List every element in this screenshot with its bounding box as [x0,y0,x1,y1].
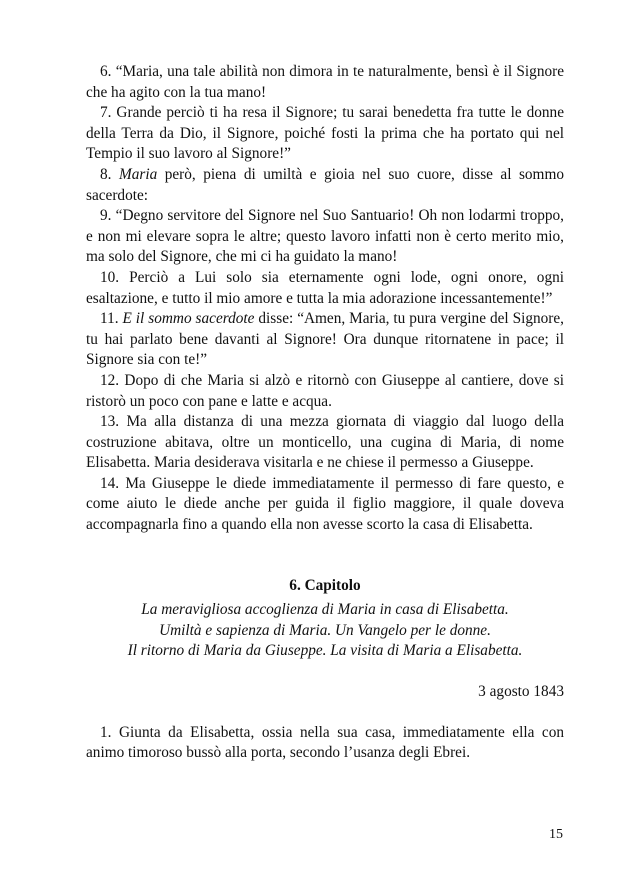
verse-8-text: però, piena di umiltà e gioia nel suo cuore, disse al sommo sacerdote: [86,165,565,204]
verse-11-number: 11. [100,310,123,328]
chapter-date: 3 agosto 1843 [478,683,564,701]
chapter-subtitle-line-3: Il ritorno di Maria da Giuseppe. La visita di Maria a Elisabetta. [127,642,523,660]
verse-11-text: disse: “Amen, Maria, tu pura vergine del Signore, tu hai parlato bene davanti al Signore! Ora dunque ritornatene in pace; il Signore sia con te!” [86,310,564,369]
verse-8-number: 8. [100,165,119,183]
chapter-subtitle-line-2: Umiltà e sapienza di Maria. Un Vangelo per le donne. [159,621,491,639]
verse-13: 13. Ma alla distanza di una mezza giornata di viaggio dal luogo della costruzione abitava, oltre un monticello, una cugina di Maria, di nome Elisabetta. Maria desiderava visitarla e ne chiese il permesso a Giuseppe. [86,413,564,472]
verse-14: 14. Ma Giuseppe le diede immediatamente il permesso di fare questo, e come aiuto le diede anche per guida il figlio maggiore, il quale doveva accompagnarla fino a quando ella non avesse scorto la casa di Elisabetta. [86,474,564,534]
page-number: 15 [549,827,563,842]
verse-10: 10. Perciò a Lui solo sia eternamente ogni lode, ogni onore, ogni esaltazione, e tutto il mio amore e tutta la mia adorazione incessantemente!” [86,268,564,307]
verse-8-italic: Maria [118,165,158,183]
verse-11-italic: E il sommo sacerdote [122,310,255,328]
verse-9: 9. “Degno servitore del Signore nel Suo Santuario! Oh non lodarmi troppo, e non mi elevare sopra le altre; questo lavoro infatti non è certo merito mio, ma solo del Signore, che mi ci ha guidato la mano! [86,207,564,266]
chapter-subtitle-line-1: La meravigliosa accoglienza di Maria in casa di Elisabetta. [141,601,509,619]
verse-6: 6. “Maria, una tale abilità non dimora in te naturalmente, bensì è il Signore che ha agito con la tua mano! [86,63,564,101]
verse-7: 7. Grande perciò ti ha resa il Signore; tu sarai benedetta fra tutte le donne della Terra da Dio, il Signore, poiché fosti la prima che ha portato qui nel Tempio il suo lavoro al Signore!” [86,104,564,163]
verse-8 [86,165,564,206]
verse-1: 1. Giunta da Elisabetta, ossia nella sua casa, immediatamente ella con animo timoroso bussò alla porta, secondo l’usanza degli Ebrei. [86,723,564,762]
verse-11 [86,309,564,371]
page-body [86,62,564,764]
chapter-title: 6. Capitolo [289,576,361,594]
verse-12: 12. Dopo di che Maria si alzò e ritornò con Giuseppe al cantiere, dove si ristorò un poco con pane e latte e acqua. [86,371,564,410]
